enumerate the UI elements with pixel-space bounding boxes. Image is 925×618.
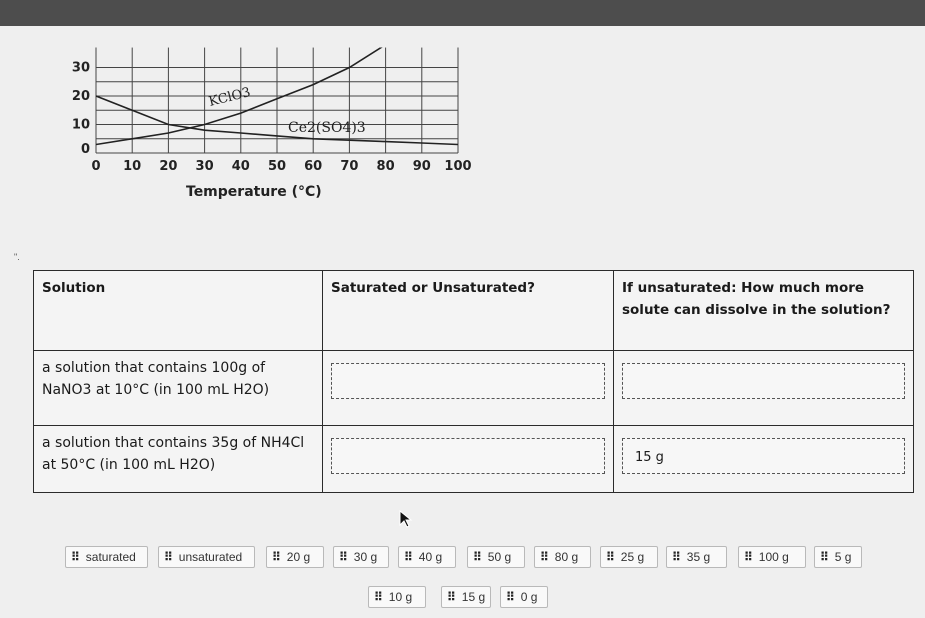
amount-cell <box>614 426 914 493</box>
answer-tile[interactable] <box>534 546 591 568</box>
drag-handle-icon: ⠿ <box>744 550 752 564</box>
drag-handle-icon: ⠿ <box>606 550 614 564</box>
drag-handle-icon: ⠿ <box>71 550 79 564</box>
drag-handle-icon: ⠿ <box>164 550 172 564</box>
y-tick-label: 0 <box>80 142 90 157</box>
answer-tile[interactable] <box>814 546 862 568</box>
drag-handle-icon: ⠿ <box>339 550 347 564</box>
answer-tile[interactable] <box>398 546 456 568</box>
x-tick-label: 70 <box>340 159 359 174</box>
y-tick-label: 20 <box>71 89 90 104</box>
answer-tile-label: 5 g <box>834 550 852 564</box>
series-label: KClO3 <box>207 85 253 110</box>
y-tick-label: 10 <box>71 117 90 133</box>
x-tick-label: 20 <box>159 159 178 174</box>
header-saturated: Saturated or Unsaturated? <box>323 271 614 351</box>
status-drop-zone[interactable] <box>331 438 605 474</box>
x-tick-label: 100 <box>444 159 472 174</box>
amount-cell <box>614 351 914 426</box>
answer-tile[interactable] <box>467 546 525 568</box>
x-tick-label: 50 <box>267 159 287 174</box>
answer-tile-label: 0 g <box>520 590 538 604</box>
answer-tile-label: 20 g <box>286 550 311 564</box>
answer-tile-label: unsaturated <box>178 550 243 564</box>
table-header-row <box>34 271 914 351</box>
status-cell <box>323 351 614 426</box>
x-axis-label: Temperature (°C) <box>186 184 322 200</box>
drag-handle-icon: ⠿ <box>447 590 455 604</box>
answer-tile[interactable] <box>600 546 658 568</box>
header-solution: Solution <box>34 271 323 351</box>
drag-handle-icon: ⠿ <box>404 550 412 564</box>
chart-grid <box>96 48 458 153</box>
drag-handle-icon: ⠿ <box>672 550 680 564</box>
table-row <box>34 426 914 493</box>
answer-tile-label: 15 g <box>461 590 486 604</box>
answer-tile-label: 10 g <box>388 590 413 604</box>
answer-tile[interactable] <box>333 546 389 568</box>
drag-handle-icon: ⠿ <box>820 550 828 564</box>
x-tick-label: 90 <box>412 159 431 174</box>
answer-tile[interactable] <box>368 586 426 608</box>
x-tick-label: 40 <box>231 159 250 174</box>
answer-tile-label: 100 g <box>758 550 789 564</box>
answer-tile[interactable] <box>738 546 806 568</box>
x-tick-label: 60 <box>304 159 323 174</box>
solubility-chart <box>0 26 480 186</box>
answer-tile-label: 30 g <box>353 550 378 564</box>
mouse-cursor-icon <box>399 510 413 528</box>
y-tick-label: 30 <box>71 60 90 76</box>
x-tick-label: 80 <box>376 159 395 174</box>
table-row <box>34 351 914 426</box>
answer-tile[interactable] <box>158 546 255 568</box>
answer-tile-label: 25 g <box>620 550 645 564</box>
status-drop-zone[interactable] <box>331 363 605 399</box>
x-tick-label: 0 <box>91 159 101 174</box>
x-tick-label: 30 <box>195 159 214 174</box>
solubility-worksheet-table <box>33 270 914 493</box>
answer-tile[interactable] <box>441 586 491 608</box>
answer-tile-label: 80 g <box>554 550 579 564</box>
x-tick-label: 10 <box>123 159 142 174</box>
solution-description: a solution that contains 100g of NaNO3 at 10°C (in 100 mL H2O) <box>34 351 323 426</box>
answer-tile[interactable] <box>666 546 727 568</box>
header-how-much: If unsaturated: How much more solute can dissolve in the solution? <box>614 271 914 351</box>
corner-mark: ". <box>14 252 20 262</box>
drag-handle-icon: ⠿ <box>374 590 382 604</box>
answer-tile-label: 50 g <box>487 550 512 564</box>
drag-handle-icon: ⠿ <box>540 550 548 564</box>
answer-tile[interactable] <box>500 586 548 608</box>
amount-drop-zone[interactable]: 15 g <box>622 438 905 474</box>
amount-drop-zone[interactable] <box>622 363 905 399</box>
answer-tile[interactable] <box>266 546 324 568</box>
solution-description: a solution that contains 35g of NH4Cl at 50°C (in 100 mL H2O) <box>34 426 323 493</box>
drag-handle-icon: ⠿ <box>506 590 514 604</box>
top-bar <box>0 0 925 26</box>
answer-tile[interactable] <box>65 546 148 568</box>
answer-tile-label: saturated <box>85 550 136 564</box>
drag-handle-icon: ⠿ <box>473 550 481 564</box>
answer-tile-label: 35 g <box>686 550 711 564</box>
status-cell <box>323 426 614 493</box>
series-label: Ce2(SO4)3 <box>288 120 366 136</box>
answer-tile-label: 40 g <box>418 550 443 564</box>
drag-handle-icon: ⠿ <box>272 550 280 564</box>
